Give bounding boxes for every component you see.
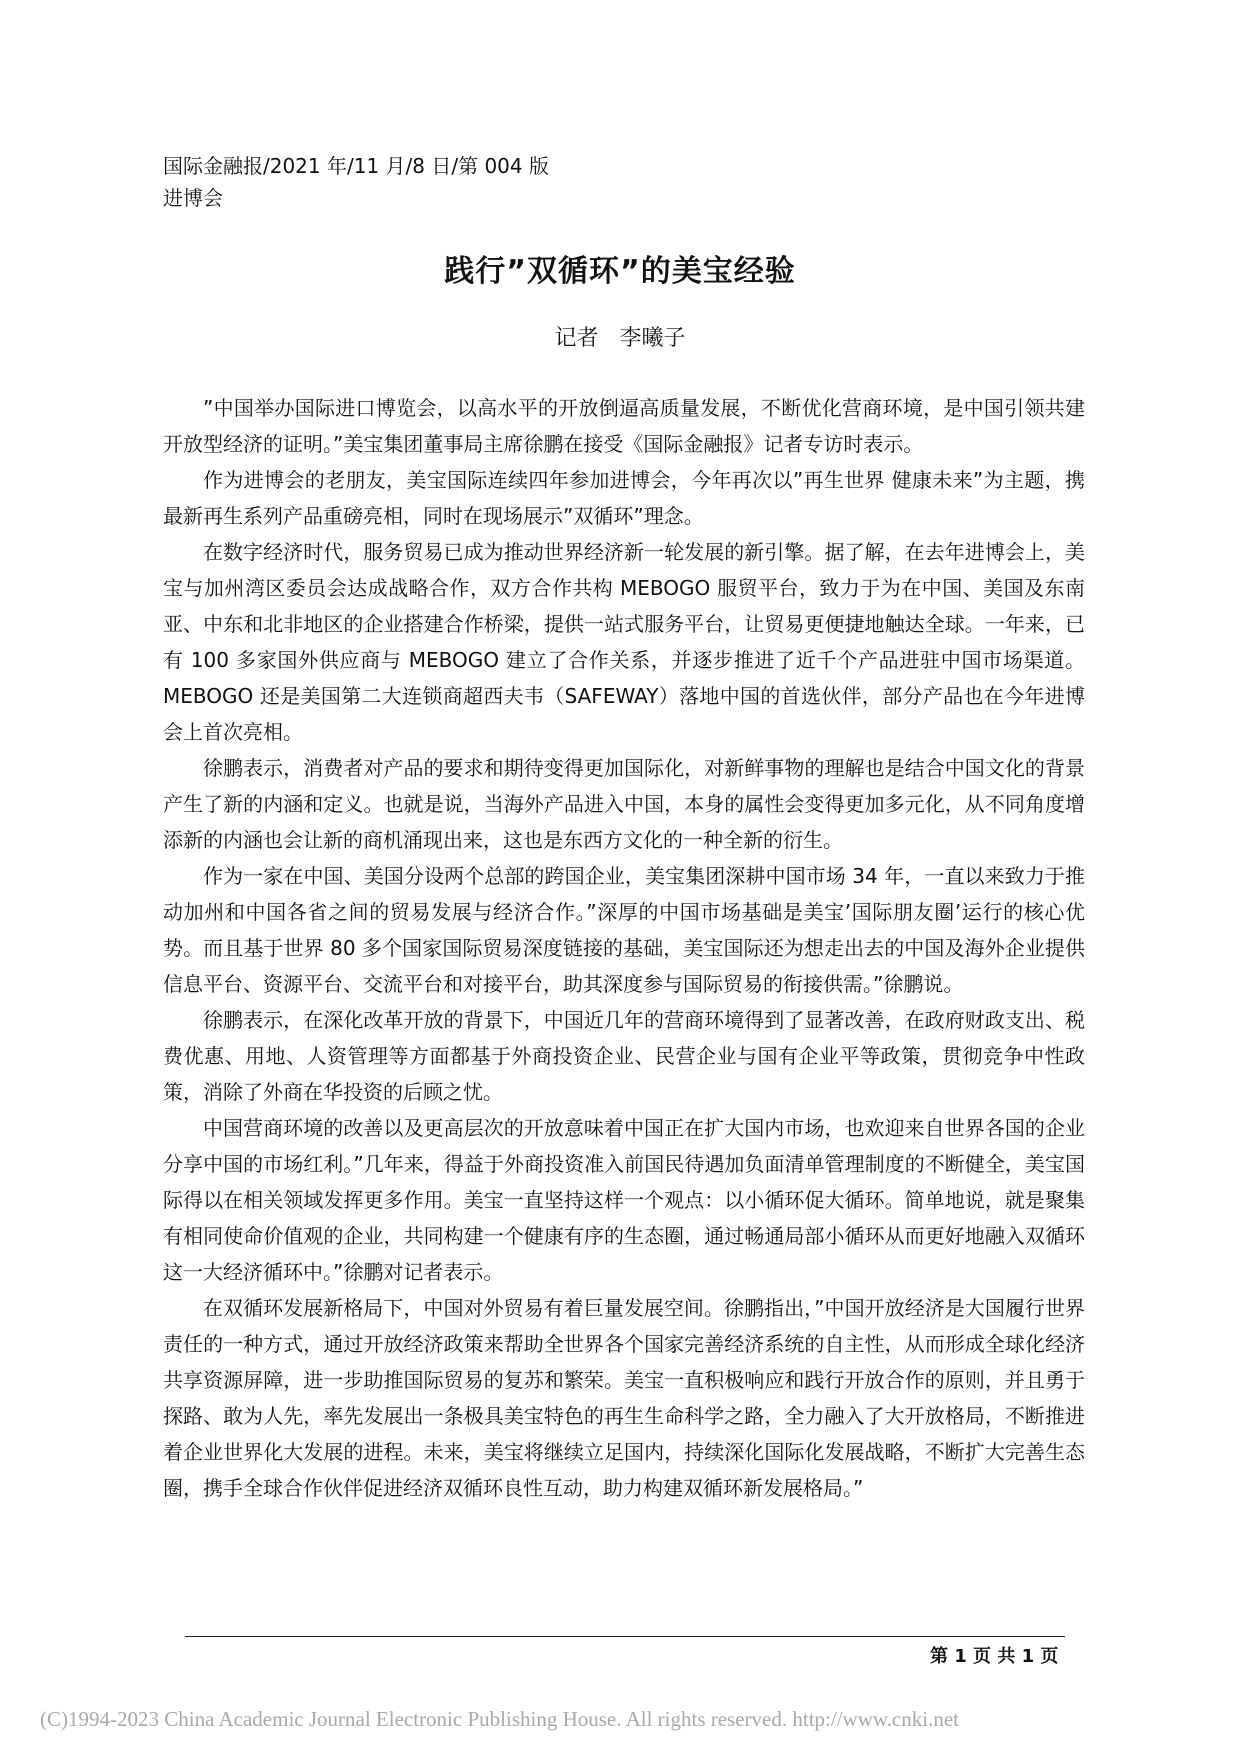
article-header (163, 150, 549, 214)
paragraph: 作为一家在中国、美国分设两个总部的跨国企业，美宝集团深耕中国市场 34 年，一直以来致力于推动加州和中国各省之间的贸易发展与经济合作。”深厚的中国市场基础是美宝’国际朋友圈’运行的核心优势。而且基于世界 80 多个国家国际贸易深度链接的基础，美宝国际还为想走出去的中国及海外企业提供信息平台、资源平台、交流平台和对接平台，助其深度参与国际贸易的衔接供需。”徐鹏说。 (163, 864, 1085, 996)
byline: 记者 李曦子 (554, 326, 686, 351)
source-line: 国际金融报/2021 年/11 月/8 日/第 004 版 (163, 154, 549, 178)
page-indicator: 第 1 页 共 1 页 (930, 1646, 1059, 1667)
paragraph: ”中国举办国际进口博览会，以高水平的开放倒逼高质量发展，不断优化营商环境，是中国引领共建开放型经济的证明。”美宝集团董事局主席徐鹏在接受《国际金融报》记者专访时表示。 (163, 396, 1085, 456)
article-title: 践行”双循环”的美宝经验 (444, 254, 796, 289)
copyright-notice: (C)1994-2023 China Academic Journal Electronic Publishing House. All rights reserved. http://www.cnki.net (40, 1707, 959, 1731)
paragraph: 作为进博会的老朋友，美宝国际连续四年参加进博会，今年再次以”再生世界 健康未来”为主题，携最新再生系列产品重磅亮相，同时在现场展示”双循环”理念。 (163, 468, 1085, 528)
paragraph: 徐鹏表示，消费者对产品的要求和期待变得更加国际化，对新鲜事物的理解也是结合中国文化的背景产生了新的内涵和定义。也就是说，当海外产品进入中国，本身的属性会变得更加多元化，从不同角度增添新的内涵也会让新的商机涌现出来，这也是东西方文化的一种全新的衍生。 (163, 756, 1085, 852)
section-label: 进博会 (163, 186, 223, 210)
paragraph: 在双循环发展新格局下，中国对外贸易有着巨量发展空间。徐鹏指出，”中国开放经济是大国履行世界责任的一种方式，通过开放经济政策来帮助全世界各个国家完善经济系统的自主性，从而形成全球化经济共享资源屏障，进一步助推国际贸易的复苏和繁荣。美宝一直积极响应和践行开放合作的原则，并且勇于探路、敢为人先，率先发展出一条极具美宝特色的再生生命科学之路，全力融入了大开放格局，不断推进着企业世界化大发展的进程。未来，美宝将继续立足国内，持续深化国际化发展战略，不断扩大完善生态圈，携手全球合作伙伴促进经济双循环良性互动，助力构建双循环新发展格局。” (163, 1296, 1085, 1500)
paragraph: 徐鹏表示，在深化改革开放的背景下，中国近几年的营商环境得到了显著改善，在政府财政支出、税费优惠、用地、人资管理等方面都基于外商投资企业、民营企业与国有企业平等政策，贯彻竞争中性政策，消除了外商在华投资的后顾之忧。 (163, 1008, 1085, 1104)
paragraph: 在数字经济时代，服务贸易已成为推动世界经济新一轮发展的新引擎。据了解，在去年进博会上，美宝与加州湾区委员会达成战略合作，双方合作共构 MEBOGO 服贸平台，致力于为在中国、美国及东南亚、中东和北非地区的企业搭建合作桥梁，提供一站式服务平台，让贸易更便捷地触达全球。一年来，已有 100 多家国外供应商与 MEBOGO 建立了合作关系，并逐步推进了近千个产品进驻中国市场渠道。MEBOGO 还是美国第二大连锁商超西夫韦（SAFEWAY）落地中国的首选伙伴，部分产品也在今年进博会上首次亮相。 (163, 540, 1085, 744)
footer-divider (185, 1636, 1065, 1637)
article-body (163, 390, 1085, 1506)
paragraph: 中国营商环境的改善以及更高层次的开放意味着中国正在扩大国内市场，也欢迎来自世界各国的企业分享中国的市场红利。”几年来，得益于外商投资准入前国民待遇加负面清单管理制度的不断健全，美宝国际得以在相关领域发挥更多作用。美宝一直坚持这样一个观点：以小循环促大循环。简单地说，就是聚集有相同使命价值观的企业，共同构建一个健康有序的生态圈，通过畅通局部小循环从而更好地融入双循环这一大经济循环中。”徐鹏对记者表示。 (163, 1116, 1085, 1284)
